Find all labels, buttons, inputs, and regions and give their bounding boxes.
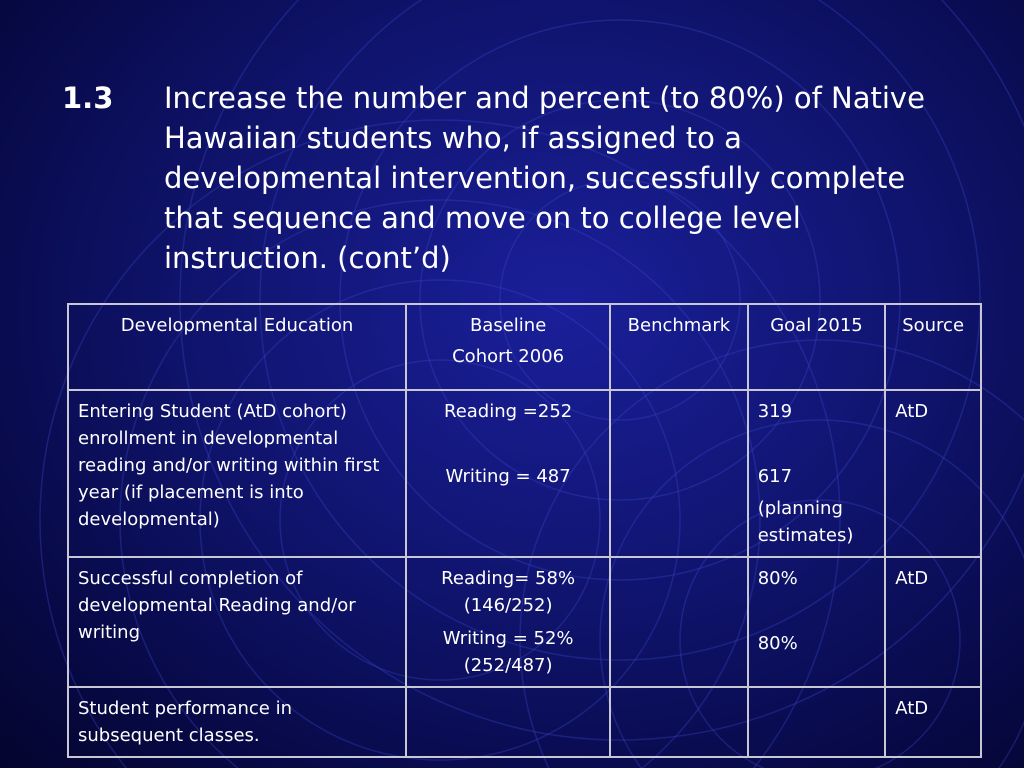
row-label: Successful completion of developmental Reading and/or writing xyxy=(68,557,406,687)
goal-cell xyxy=(748,557,886,687)
baseline-writing: Writing = 52% (252/487) xyxy=(442,628,574,676)
source-cell: AtD xyxy=(885,557,981,687)
header-baseline-line2: Cohort 2006 xyxy=(452,346,565,367)
developmental-education-table xyxy=(67,303,982,758)
baseline-cell xyxy=(406,557,610,687)
benchmark-cell xyxy=(610,557,748,687)
row-label: Entering Student (AtD cohort) enrollment in developmental reading and/or writing within first year (if placement is into developmental) xyxy=(68,390,406,557)
header-baseline xyxy=(406,304,610,390)
baseline-reading: Reading =252 xyxy=(444,401,573,422)
goal-value-1: 80% xyxy=(757,568,798,589)
row-label: Student performance in subsequent classes. xyxy=(68,687,406,757)
goal-cell xyxy=(748,687,886,757)
source-cell: AtD xyxy=(885,390,981,557)
baseline-reading: Reading= 58% (146/252) xyxy=(441,568,576,616)
baseline-writing: Writing = 487 xyxy=(445,466,571,487)
goal-value-1: 319 xyxy=(757,401,793,422)
table-row xyxy=(68,687,981,757)
goal-value-2: 617 xyxy=(757,466,793,487)
baseline-cell xyxy=(406,687,610,757)
header-goal-2015: Goal 2015 xyxy=(748,304,886,390)
header-source: Source xyxy=(885,304,981,390)
goal-value-2: 80% xyxy=(757,633,798,654)
benchmark-cell xyxy=(610,687,748,757)
slide-heading: Increase the number and percent (to 80%) of Native Hawaiian students who, if assigned to a developmental intervention, successfully complete that sequence and move on to college level instruction. (cont’d) xyxy=(164,81,925,275)
goal-cell xyxy=(748,390,886,557)
table-row xyxy=(68,390,981,557)
baseline-cell xyxy=(406,390,610,557)
benchmark-cell xyxy=(610,390,748,557)
header-benchmark: Benchmark xyxy=(610,304,748,390)
table-row xyxy=(68,557,981,687)
header-developmental-education: Developmental Education xyxy=(68,304,406,390)
goal-note: (planning estimates) xyxy=(757,498,854,546)
slide-number: 1.3 xyxy=(62,81,114,115)
source-cell: AtD xyxy=(885,687,981,757)
table-header-row xyxy=(68,304,981,390)
header-baseline-line1: Baseline xyxy=(469,315,547,336)
